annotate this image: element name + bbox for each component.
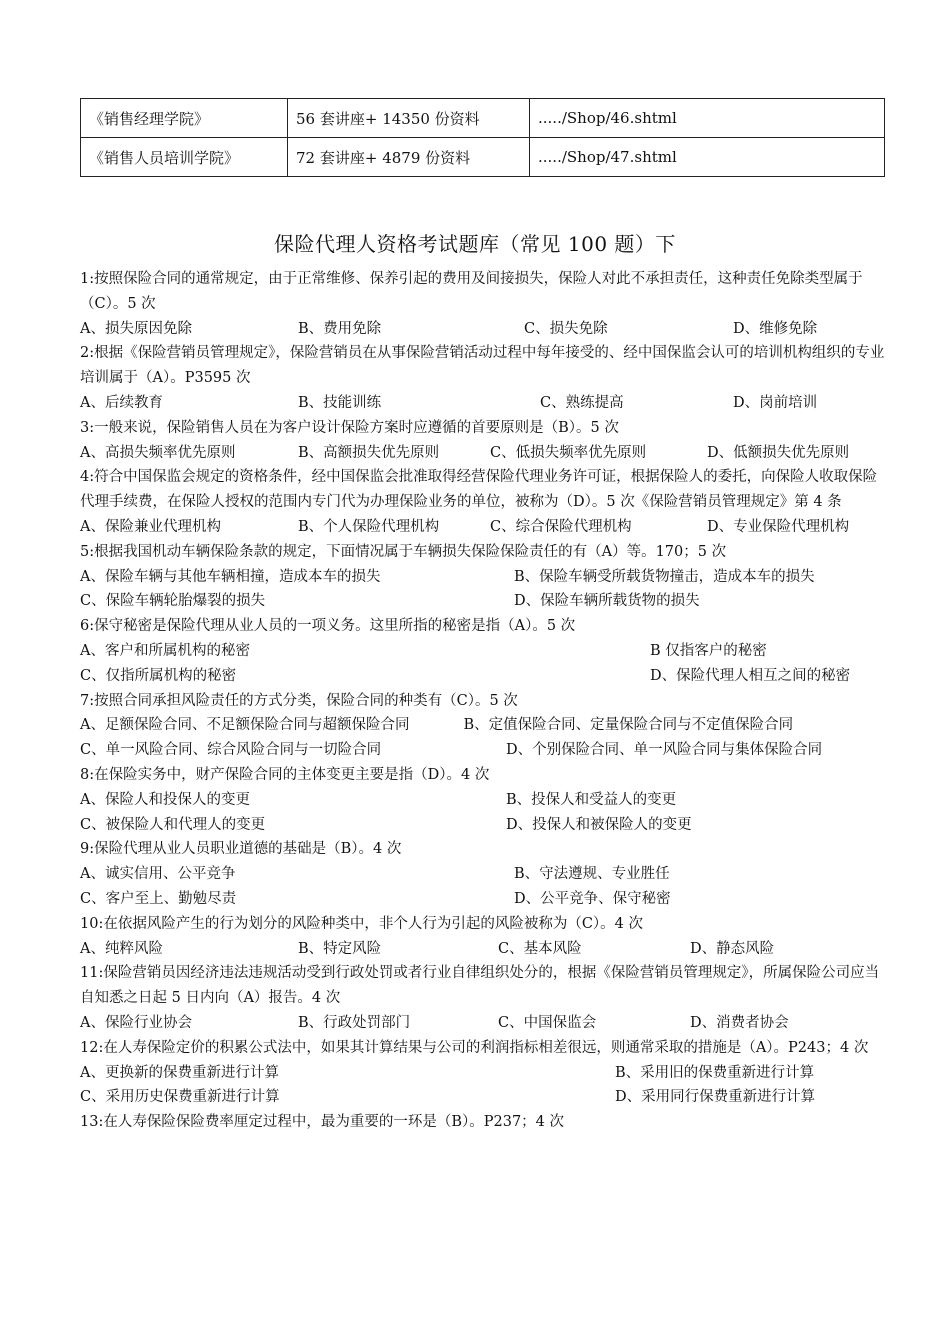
options-row <box>80 1085 885 1110</box>
table-cell-count: 72 套讲座+ 4879 份资料 <box>288 138 530 177</box>
options-row <box>80 441 885 466</box>
options-row <box>80 887 885 912</box>
option: B、采用旧的保费重新进行计算 <box>615 1064 815 1081</box>
options-row <box>80 317 885 342</box>
option: D、维修免除 <box>733 320 818 337</box>
options-row <box>80 813 885 838</box>
option: C、仅指所属机构的秘密 <box>80 667 237 684</box>
option: A、纯粹风险 <box>80 940 163 957</box>
options-row <box>80 589 885 614</box>
option: B、守法遵规、专业胜任 <box>514 866 670 883</box>
option: D、保险车辆所载货物的损失 <box>514 593 700 610</box>
question-9: 9:保险代理从业人员职业道德的基础是（B）。4 次 <box>80 841 402 858</box>
option: B、高额损失优先原则 <box>298 444 440 461</box>
question-3: 3:一般来说，保险销售人员在为客户设计保险方案时应遵循的首要原则是（B）。5 次 <box>80 419 619 436</box>
option: A、损失原因免除 <box>80 320 192 337</box>
option: C、被保险人和代理人的变更 <box>80 816 266 833</box>
table-cell-link[interactable]: ...../Shop/47.shtml <box>530 138 885 177</box>
question-5: 5:根据我国机动车辆保险条款的规定，下面情况属于车辆损失保险保险责任的有（A）等。170；5 次 <box>80 543 727 560</box>
option: C、中国保监会 <box>498 1014 597 1031</box>
option: A、高损失频率优先原则 <box>80 444 236 461</box>
options-row <box>80 738 885 763</box>
resource-table <box>80 98 885 177</box>
option: C、损失免除 <box>524 320 608 337</box>
option: A、足额保险合同、不足额保险合同与超额保险合同 <box>80 717 410 734</box>
option: C、保险车辆轮胎爆裂的损失 <box>80 593 266 610</box>
option: B、行政处罚部门 <box>298 1014 411 1031</box>
options-row <box>80 391 885 416</box>
option: B、个人保险代理机构 <box>298 518 440 535</box>
options-row <box>80 515 885 540</box>
option: D、采用同行保费重新进行计算 <box>615 1089 816 1106</box>
question-12: 12:在人寿保险定价的积累公式法中，如果其计算结果与公司的利润指标相差很远，则通常采取的措施是（A）。P243；4 次 <box>80 1039 869 1056</box>
options-row <box>80 639 885 664</box>
option: C、综合保险代理机构 <box>490 518 632 535</box>
option: B、定值保险合同、定量保险合同与不定值保险合同 <box>463 717 794 734</box>
option: C、熟练提高 <box>540 394 624 411</box>
table-cell-count: 56 套讲座+ 14350 份资料 <box>288 99 530 138</box>
option: B、投保人和受益人的变更 <box>506 791 677 808</box>
option: C、采用历史保费重新进行计算 <box>80 1089 280 1106</box>
options-row <box>80 937 885 962</box>
table-row <box>81 138 885 177</box>
options-row <box>80 713 885 738</box>
option: C、低损失频率优先原则 <box>490 444 647 461</box>
question-6: 6:保守秘密是保险代理从业人员的一项义务。这里所指的秘密是指（A）。5 次 <box>80 618 576 635</box>
option: B、保险车辆受所载货物撞击，造成本车的损失 <box>514 568 815 585</box>
question-7: 7:按照合同承担风险责任的方式分类，保险合同的种类有（C）。5 次 <box>80 692 518 709</box>
option: D、公平竞争、保守秘密 <box>514 890 671 907</box>
options-row <box>80 788 885 813</box>
option: D、岗前培训 <box>733 394 818 411</box>
option: A、保险兼业代理机构 <box>80 518 221 535</box>
option: B、特定风险 <box>298 940 382 957</box>
option: A、保险人和投保人的变更 <box>80 791 250 808</box>
option: A、保险行业协会 <box>80 1014 192 1031</box>
option: D、个别保险合同、单一风险合同与集体保险合同 <box>506 742 823 759</box>
option: A、客户和所属机构的秘密 <box>80 642 250 659</box>
option: B、费用免除 <box>298 320 382 337</box>
table-cell-link[interactable]: ...../Shop/46.shtml <box>530 99 885 138</box>
question-4: 4:符合中国保监会规定的资格条件，经中国保监会批准取得经营保险代理业务许可证，根据保险人的委托，向保险人收取保险代理手续费，在保险人授权的范围内专门代为办理保险业务的单位，被称为（D）。5 次《保险营销员管理规定》第 4 条 <box>80 469 878 511</box>
option: D、低额损失优先原则 <box>707 444 850 461</box>
option: D、专业保险代理机构 <box>707 518 850 535</box>
table-cell-name: 《销售人员培训学院》 <box>81 138 288 177</box>
option: D、保险代理人相互之间的秘密 <box>650 667 851 684</box>
option: C、单一风险合同、综合风险合同与一切险合同 <box>80 742 382 759</box>
option: A、后续教育 <box>80 394 163 411</box>
question-10: 10:在依据风险产生的行为划分的风险种类中，非个人行为引起的风险被称为（C）。4 次 <box>80 915 644 932</box>
question-list <box>80 267 885 1135</box>
table-row <box>81 99 885 138</box>
option: D、投保人和被保险人的变更 <box>506 816 692 833</box>
question-1: 1:按照保险合同的通常规定，由于正常维修、保养引起的费用及间接损失，保险人对此不承担责任，这种责任免除类型属于（C）。5 次 <box>80 271 863 312</box>
options-row <box>80 664 885 689</box>
option: A、保险车辆与其他车辆相撞，造成本车的损失 <box>80 568 381 585</box>
option: B、技能训练 <box>298 394 382 411</box>
option: D、静态风险 <box>690 940 775 957</box>
question-2: 2:根据《保险营销员管理规定》，保险营销员在从事保险营销活动过程中每年接受的、经中国保监会认可的培训机构组织的专业培训属于（A）。P3595 次 <box>80 345 885 387</box>
option: C、客户至上、勤勉尽责 <box>80 890 237 907</box>
options-row <box>80 1011 885 1036</box>
options-row <box>80 1061 885 1086</box>
question-8: 8:在保险实务中，财产保险合同的主体变更主要是指（D）。4 次 <box>80 766 490 783</box>
options-row <box>80 862 885 887</box>
table-cell-name: 《销售经理学院》 <box>81 99 288 138</box>
page-title: 保险代理人资格考试题库（常见 100 题）下 <box>274 232 676 256</box>
option: D、消费者协会 <box>690 1014 789 1031</box>
option: A、更换新的保费重新进行计算 <box>80 1064 279 1081</box>
option: B 仅指客户的秘密 <box>650 642 767 659</box>
question-11: 11:保险营销员因经济违法违规活动受到行政处罚或者行业自律组织处分的，根据《保险营销员管理规定》，所属保险公司应当自知悉之日起 5 日内向（A）报告。4 次 <box>80 965 880 1007</box>
options-row <box>80 565 885 590</box>
question-13: 13:在人寿保险保险费率厘定过程中，最为重要的一环是（B）。P237；4 次 <box>80 1114 565 1131</box>
option: A、诚实信用、公平竞争 <box>80 866 236 883</box>
option: C、基本风险 <box>498 940 582 957</box>
